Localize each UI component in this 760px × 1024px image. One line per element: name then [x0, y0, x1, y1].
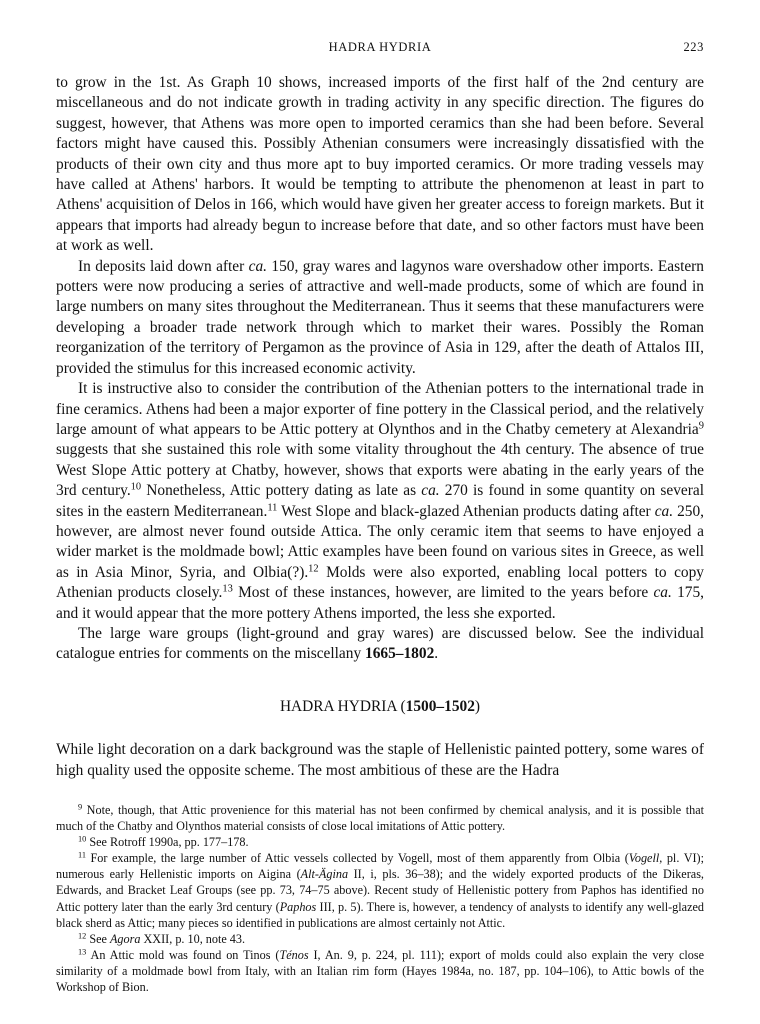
- paragraph-5: While light decoration on a dark background was the staple of Hellenistic painted pottery, some wares of high quality used the opposite scheme. The most ambitious of these are the Hadra: [56, 741, 704, 779]
- footnote-ref-9: 9: [698, 420, 704, 432]
- footnote-12: $^{12}$ See Agora XXII, p. 10, note 43.: [78, 931, 246, 946]
- section-heading: HADRA HYDRIA (1500–1502): [279, 697, 481, 715]
- catalogue-range: 1665–1802: [365, 645, 435, 663]
- paragraph-2: In deposits laid down after ca. 150, gray wares and lagynos ware overshadow other imports. Eastern potters were now producing a series of attractive and well-made products, some of which are found in large numbers on many sites throughout the Mediterranean. Thus it seems that these manufacturers were developing a broader trade network through which to market their wares. Possibly the Roman reorganization of the territory of Pergamon as the province of Asia in 129, after the death of Attalos III, provided the stimulus for this increased economic activity.: [56, 257, 704, 377]
- footnote-ref-12: 12: [308, 563, 319, 574]
- section-catalogue-range: 1500–1502: [405, 697, 475, 715]
- running-head: [56, 40, 704, 58]
- running-title: HADRA HYDRIA: [328, 40, 432, 54]
- footnotes: [56, 802, 704, 995]
- paragraph-1: to grow in the 1st. As Graph 10 shows, increased imports of the first half of the 2nd century are miscellaneous and do not indicate growth in trading activity in any specific direction. The figures do suggest, however, that Athens was more open to imported ceramics than she had been before. Several factors might have caused this. Possibly Athenian consumers were increasingly dissatisfied with the products of their own city and thus more apt to buy imported ceramics. Or more trading vessels may have called at Athens' harbors. It would be tempting to attribute the phenomenon at least in part to Athens' acquisition of Delos in 166, which would have given her greater access to foreign markets. But it appears that imports had already begun to increase before that date, and so other factors must have been at work as well.: [56, 74, 704, 255]
- paragraph-4: The large ware groups (light-ground and gray wares) are discussed below. See the individual catalogue entries for comments on the miscellany 1665–1802.: [56, 624, 704, 663]
- body-text: [56, 73, 704, 781]
- footnote-10: $^{10}$ See Rotroff 1990a, pp. 177–178.: [78, 834, 249, 850]
- footnote-11: $^{11}$ For example, the large number of Attic vessels collected by Vogell, most of them apparently from Olbia (Vogell, pl. VI); numerous early Hellenistic imports on Aigina (Alt-Ägina II, i, pls. 36–38); and the widely exported products of the Dikeras, Edwards, and Bracket Leaf Groups (see pp. 73, 74–75 above). Recent study of Hellenistic pottery from Paphos has identified no Attic pottery later than the early 3rd century (Paphos III, p. 5). There is, however, a tendency of analysts to identify any well-glazed black sherd as Attic; many pieces so identified in publications are almost certainly not Attic.: [56, 850, 704, 930]
- footnote-13: $^{13}$ An Attic mold was found on Tinos (Ténos I, An. 9, p. 224, pl. 111); export of molds could also explain the very close similarity of a moldmade bowl from Italy, with an Italian rim form (Hayes 1984a, no. 187, pp. 104–106), to Attic bowls of the Workshop of Bion.: [56, 947, 704, 995]
- footnote-ref-11: 11: [267, 501, 278, 513]
- footnote-ref-10: 10: [130, 481, 142, 493]
- footnote-9: $^9$ Note, though, that Attic provenience for this material has not been confirmed by chemical analysis, and it is possible that much of the Chatby and Olynthos material consists of close local imitations of Attic pottery.: [56, 802, 704, 834]
- page-number: 223: [683, 40, 704, 54]
- footnote-ref-13: 13: [222, 583, 233, 595]
- paragraph-3: It is instructive also to consider the contribution of the Athenian potters to the international trade in fine ceramics. Athens had been a major exporter of fine pottery in the Classical period, and the relatively large amount of what appears to be Attic pottery at Olynthos and in the Chatby cemetery at Alexandria$^9$ suggests that she sustained this role with some vitality throughout the 4th century. The absence of true West Slope Attic pottery at Chatby, however, shows that exports were abating in the early years of the 3rd century.$^{10}$ Nonetheless, Attic pottery dating as late as ca. 270 is found in some quantity on several sites in the eastern Mediterranean.$^{11}$ West Slope and black-glazed Athenian products dating after ca. 250, however, are almost never found outside Attica. The only ceramic item that seems to have enjoyed a wider market is the moldmade bowl; Attic examples have been found on various sites in Greece, as well as in Asia Minor, Syria, and Olbia(?).$^{12}$ Molds were also exported, enabling local potters to copy Athenian products closely.$^{13}$ Most of these instances, however, are limited to the years before ca. 175, and it would appear that the more pottery Athens imported, the less she exported.: [56, 380, 705, 622]
